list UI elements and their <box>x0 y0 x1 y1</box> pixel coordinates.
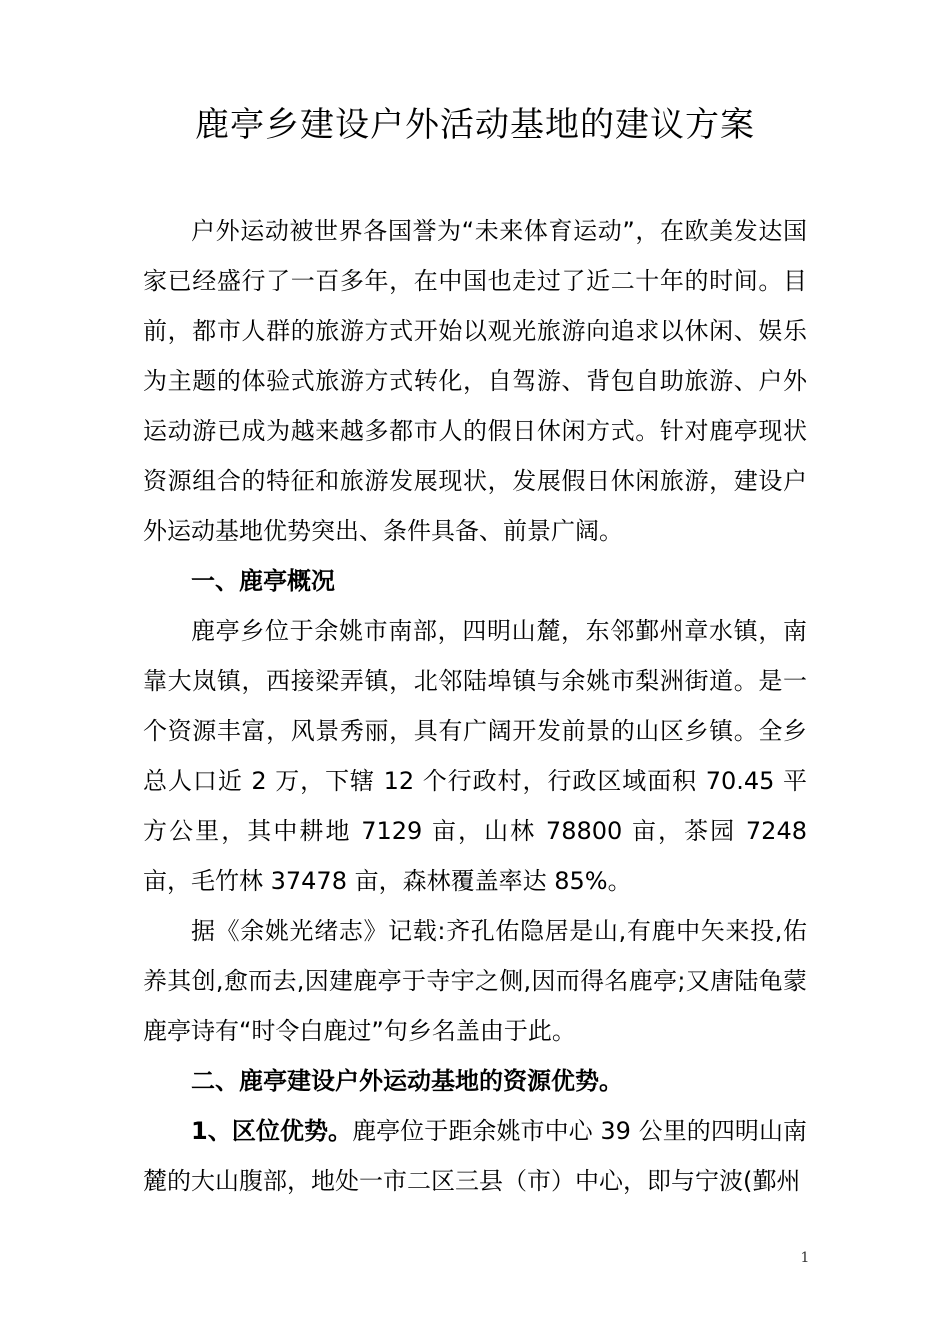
location-advantage-paragraph <box>143 1106 807 1206</box>
overview-paragraph: 鹿亭乡位于余姚市南部，四明山麓，东邻鄞州章水镇，南靠大岚镇，西接梁弄镇，北邻陆埠镇与余姚市梨洲街道。是一个资源丰富，风景秀丽，具有广阔开发前景的山区乡镇。全乡总人口近 2 万，下辖 12 个行政村，行政区域面积 70.45 平方公里，其中耕地 7129 亩，山林 78800 亩，茶园 7248 亩，毛竹林 37478 亩，森林覆盖率达 85%。 <box>143 617 807 895</box>
history-paragraph: 据《余姚光绪志》记载:齐孔佑隐居是山,有鹿中矢来投,佑养其创,愈而去,因建鹿亭于寺宇之侧,因而得名鹿亭;又唐陆龟蒙鹿亭诗有“时令白鹿过”句乡名盖由于此。 <box>143 917 807 1045</box>
section-heading-overview: 一、鹿亭概况 <box>191 567 335 595</box>
section-heading-resource-advantages: 二、鹿亭建设户外运动基地的资源优势。 <box>191 1067 623 1095</box>
location-advantage-lead: 1、区位优势。 <box>191 1117 353 1145</box>
document-title: 鹿亭乡建设户外活动基地的建议方案 <box>195 105 755 145</box>
page-number: 1 <box>800 1250 810 1266</box>
intro-paragraph: 户外运动被世界各国誉为“未来体育运动”，在欧美发达国家已经盛行了一百多年，在中国也走过了近二十年的时间。目前，都市人群的旅游方式开始以观光旅游向追求以休闲、娱乐为主题的体验式旅游方式转化，自驾游、背包自助旅游、户外运动游已成为越来越多都市人的假日休闲方式。针对鹿亭现状资源组合的特征和旅游发展现状，发展假日休闲旅游，建设户外运动基地优势突出、条件具备、前景广阔。 <box>143 217 807 545</box>
document-body <box>143 206 807 1206</box>
location-advantage-text: 鹿亭位于距余姚市中心 39 公里的四明山南麓的大山腹部，地处一市二区三县（市）中心，即与宁波(鄞州 <box>143 1117 808 1195</box>
